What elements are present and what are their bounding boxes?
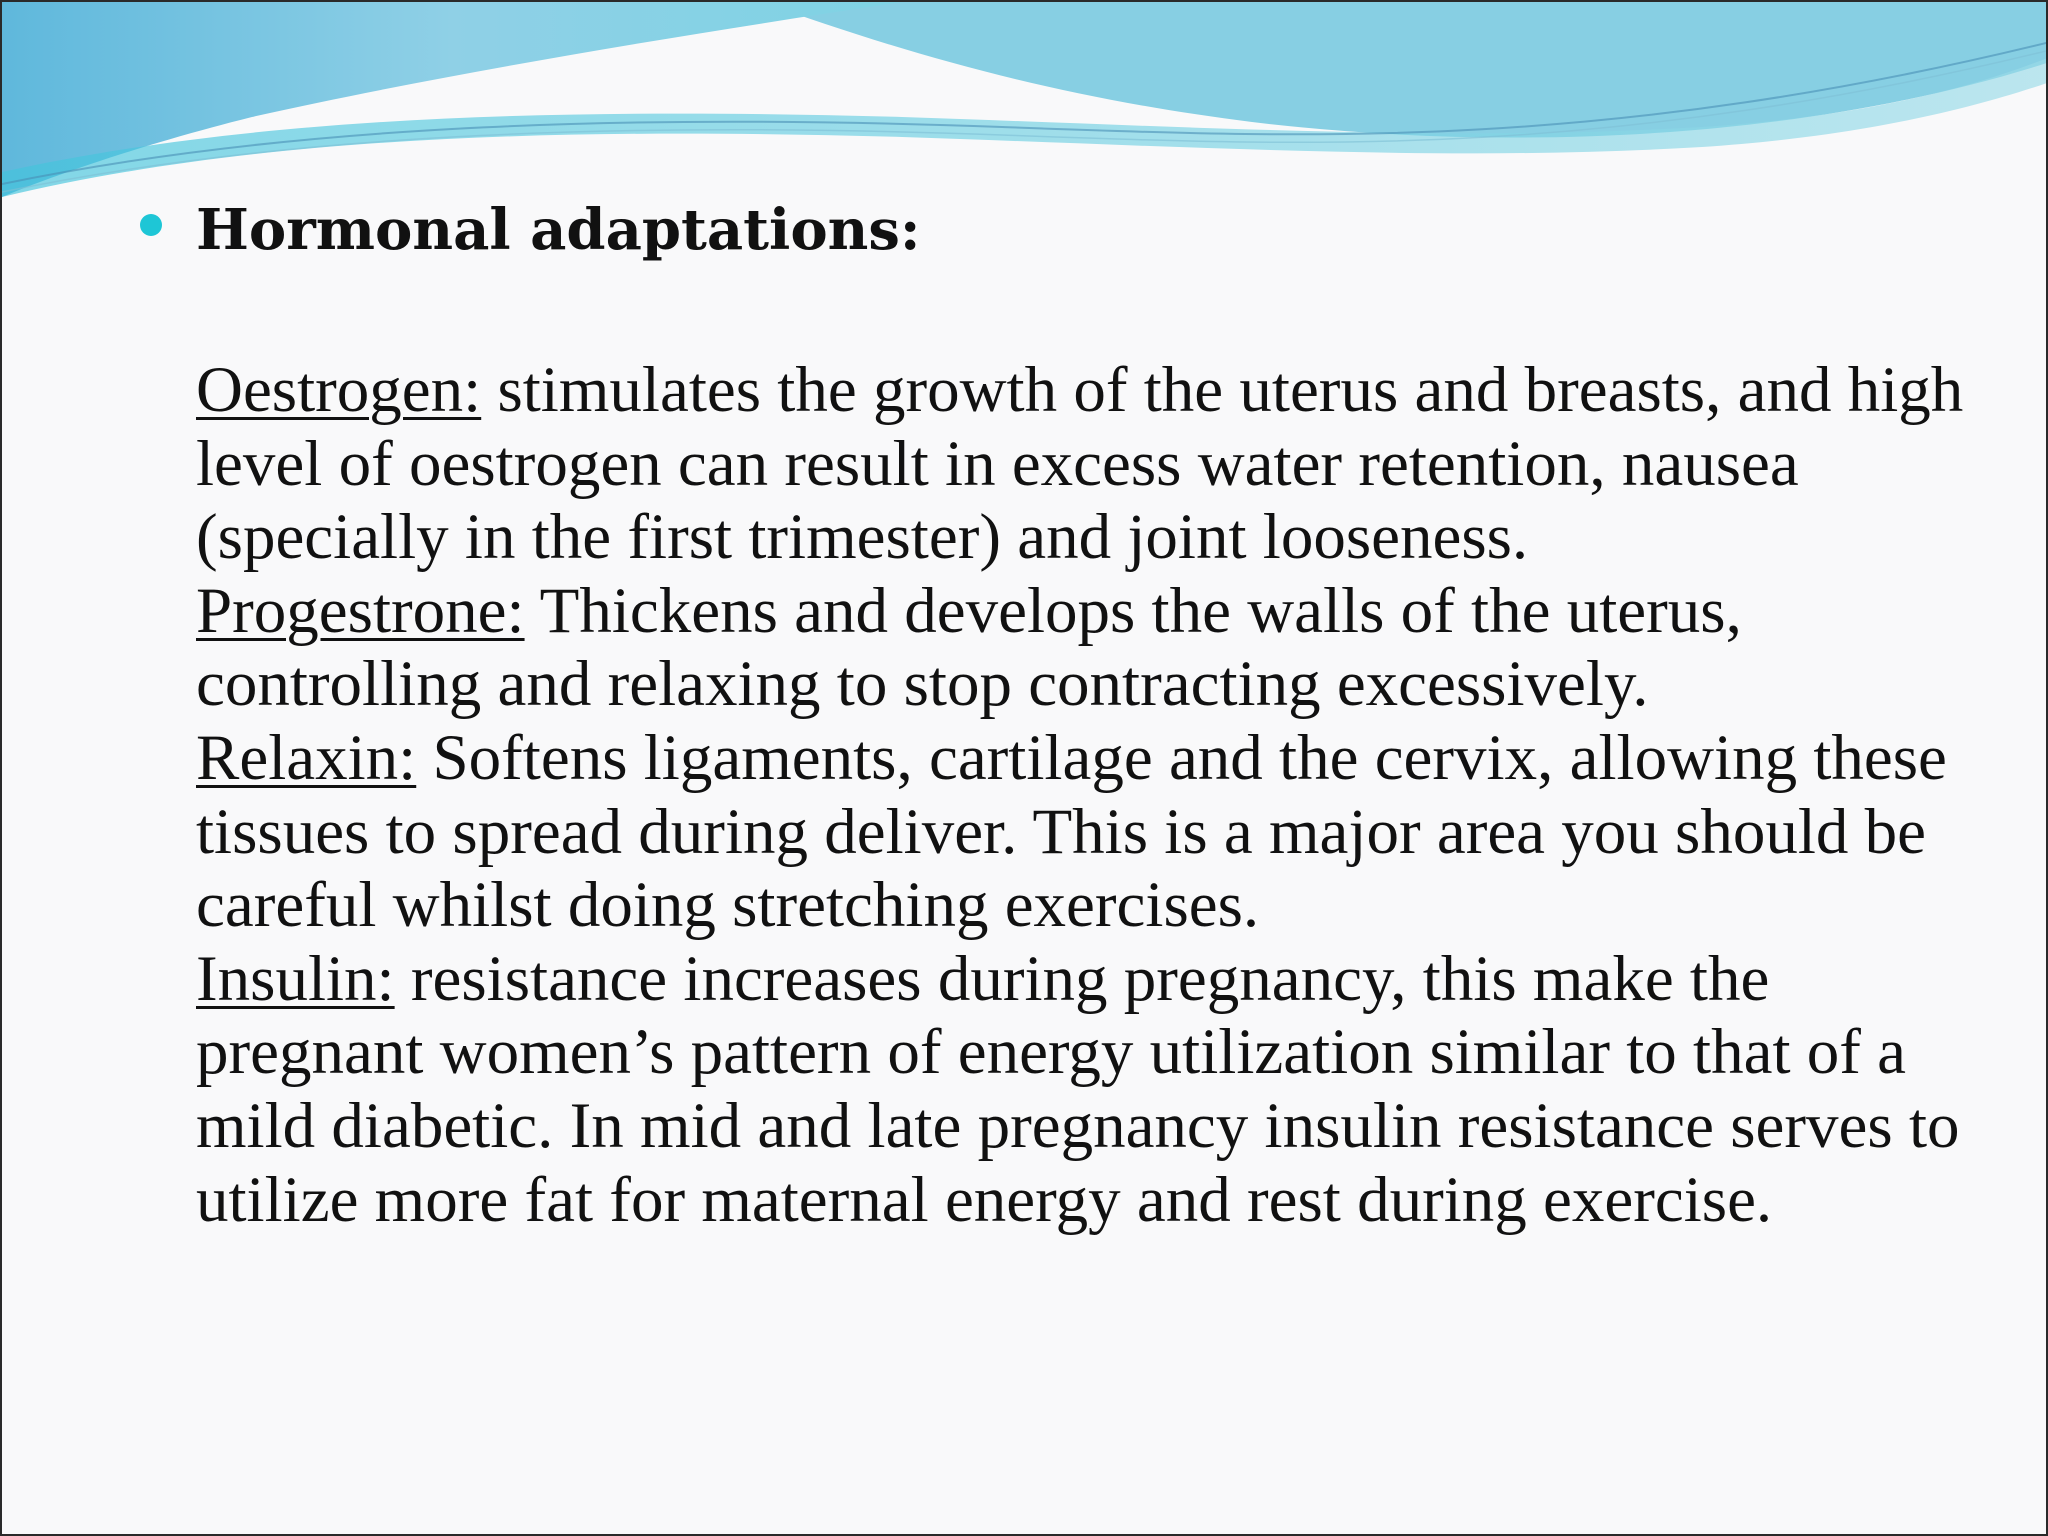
slide-heading: Hormonal adaptations: [196, 197, 921, 263]
text-oestrogen: stimulates the growth of the uterus and breasts, and high level of oestrogen can result in excess water retention, nausea (specially in the first trimester) and joint looseness. [196, 354, 1964, 574]
heading-row [140, 190, 1970, 270]
slide-body [196, 354, 1970, 1237]
paragraph-relaxin [196, 722, 1970, 943]
paragraph-oestrogen [196, 354, 1970, 575]
term-insulin: Insulin: [196, 942, 395, 1015]
term-relaxin: Relaxin: [196, 721, 417, 794]
term-progestrone: Progestrone: [196, 574, 525, 647]
paragraph-progestrone [196, 575, 1970, 722]
term-oestrogen: Oestrogen: [196, 354, 482, 426]
text-relaxin: Softens ligaments, cartilage and the cervix, allowing these tissues to spread during deliver. This is a major area you should be careful whilst doing stretching exercises. [196, 721, 1947, 942]
paragraph-insulin [196, 943, 1970, 1237]
text-insulin: resistance increases during pregnancy, this make the pregnant women’s pattern of energy utilization similar to that of a mild diabetic. In mid and late pregnancy insulin resistance serves to utilize more fat for maternal energy and rest during exercise. [196, 942, 1960, 1236]
bullet-icon [140, 214, 162, 236]
slide-content [140, 190, 1970, 1237]
text-progestrone: Thickens and develops the walls of the uterus, controlling and relaxing to stop contracting excessively. [196, 574, 1742, 721]
